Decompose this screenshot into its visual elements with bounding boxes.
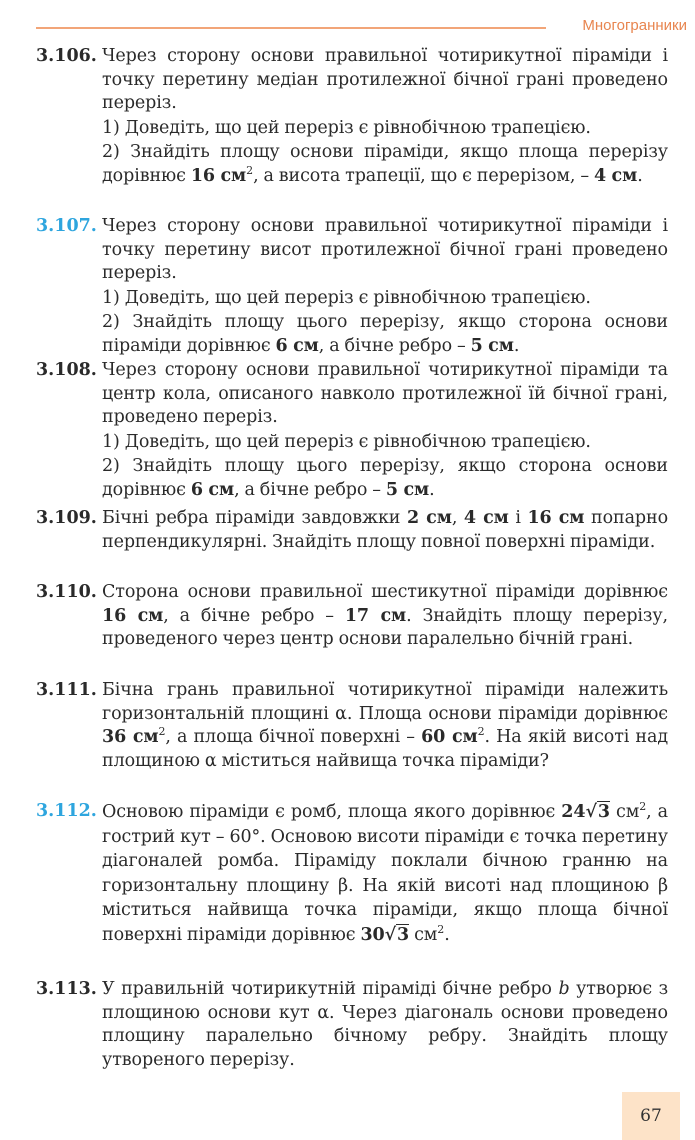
problem-intro: Через сторону основи правильної чотирикутної піраміди та центр кола, описаного навколо протилежної їй бічної грані, проведено переріз. bbox=[102, 360, 668, 427]
problem-item-1: 1) Доведіть, що цей переріз є рівнобічною трапецією. bbox=[102, 287, 591, 308]
problem-3-111 bbox=[36, 679, 668, 773]
problem-number: 3.108. bbox=[36, 360, 97, 380]
problem-item-2: 2) Знайдіть площу основи піраміди, якщо площа перерізу дорівнює 16 $см^2$, а висота трапеції, що є перерізом, – 4 см. bbox=[102, 142, 668, 186]
problem-3-113 bbox=[36, 978, 668, 1072]
problem-text: Сторона основи правильної шестикутної піраміди дорівнює 16 см, а бічне ребро – 17 см. Знайдіть площу перерізу, проведеного через центр основи паралельно бічній грані. bbox=[102, 582, 669, 649]
problem-number: 3.111. bbox=[36, 680, 97, 700]
sqrt-expression: √3 bbox=[585, 802, 610, 822]
page-number: 67 bbox=[640, 1106, 662, 1126]
header-rule bbox=[36, 27, 546, 29]
problem-text: Бічна грань правильної чотирикутної піраміди належить горизонтальній площині α. Площа основи піраміди дорівнює 36 $см^2$, а площа бічної поверхні – 60 $см^2$. На якій висоті над площиною α міститься найвища точка піраміди? bbox=[102, 680, 669, 771]
problem-item-1: 1) Доведіть, що цей переріз є рівнобічною трапецією. bbox=[102, 117, 591, 138]
problem-3-108 bbox=[36, 359, 668, 502]
problem-3-109 bbox=[36, 507, 668, 554]
problem-item-2: 2) Знайдіть площу цього перерізу, якщо сторона основи піраміди дорівнює 6 см, а бічне ребро – 5 см. bbox=[102, 312, 668, 356]
problem-text: Бічні ребра піраміди завдовжки 2 см, 4 см і 16 см попарно перпендикулярні. Знайдіть площу повної поверхні піраміди. bbox=[102, 508, 669, 552]
problem-number: 3.110. bbox=[36, 582, 97, 602]
problem-3-112 bbox=[36, 800, 668, 947]
problem-3-106 bbox=[36, 45, 668, 188]
problem-number: 3.112. bbox=[36, 801, 97, 821]
problem-number: 3.109. bbox=[36, 508, 97, 528]
problem-text: У правильній чотирикутній піраміді бічне ребро b утворює з площиною основи кут α. Через діагональ основи проведено площину паралельно бічному ребру. Знайдіть площу утвореного перерізу. bbox=[102, 979, 669, 1070]
page-number-box bbox=[622, 1092, 680, 1140]
problem-number: 3.106. bbox=[36, 46, 97, 66]
problem-intro: Через сторону основи правильної чотирикутної піраміди і точку перетину висот протилежної бічної грані проведено переріз. bbox=[102, 216, 668, 283]
problem-text: Основою піраміди є ромб, площа якого дорівнює 24√3 $см^2$, а гострий кут – 60°. Основою висоти піраміди є точка перетину діагоналей ромба. Піраміду поклали бічною гранню на горизонтальну площину β. На якій висоті над площиною β міститься найвища точка піраміди, якщо площа бічної поверхні піраміди дорівнює 30√3 $см^2$. bbox=[102, 800, 668, 947]
problem-item-1: 1) Доведіть, що цей переріз є рівнобічною трапецією. bbox=[102, 431, 591, 452]
problem-number: 3.107. bbox=[36, 216, 97, 236]
sqrt-expression: √3 bbox=[384, 924, 410, 945]
problem-intro: Через сторону основи правильної чотирикутної піраміди і точку перетину медіан протилежної бічної грані проведено переріз. bbox=[102, 46, 668, 113]
problem-number: 3.113. bbox=[36, 979, 97, 999]
problem-3-110 bbox=[36, 581, 668, 652]
chapter-title: Многогранники bbox=[582, 17, 687, 34]
problem-item-2: 2) Знайдіть площу цього перерізу, якщо сторона основи дорівнює 6 см, а бічне ребро – 5 см. bbox=[102, 456, 668, 500]
problem-3-107 bbox=[36, 215, 668, 358]
